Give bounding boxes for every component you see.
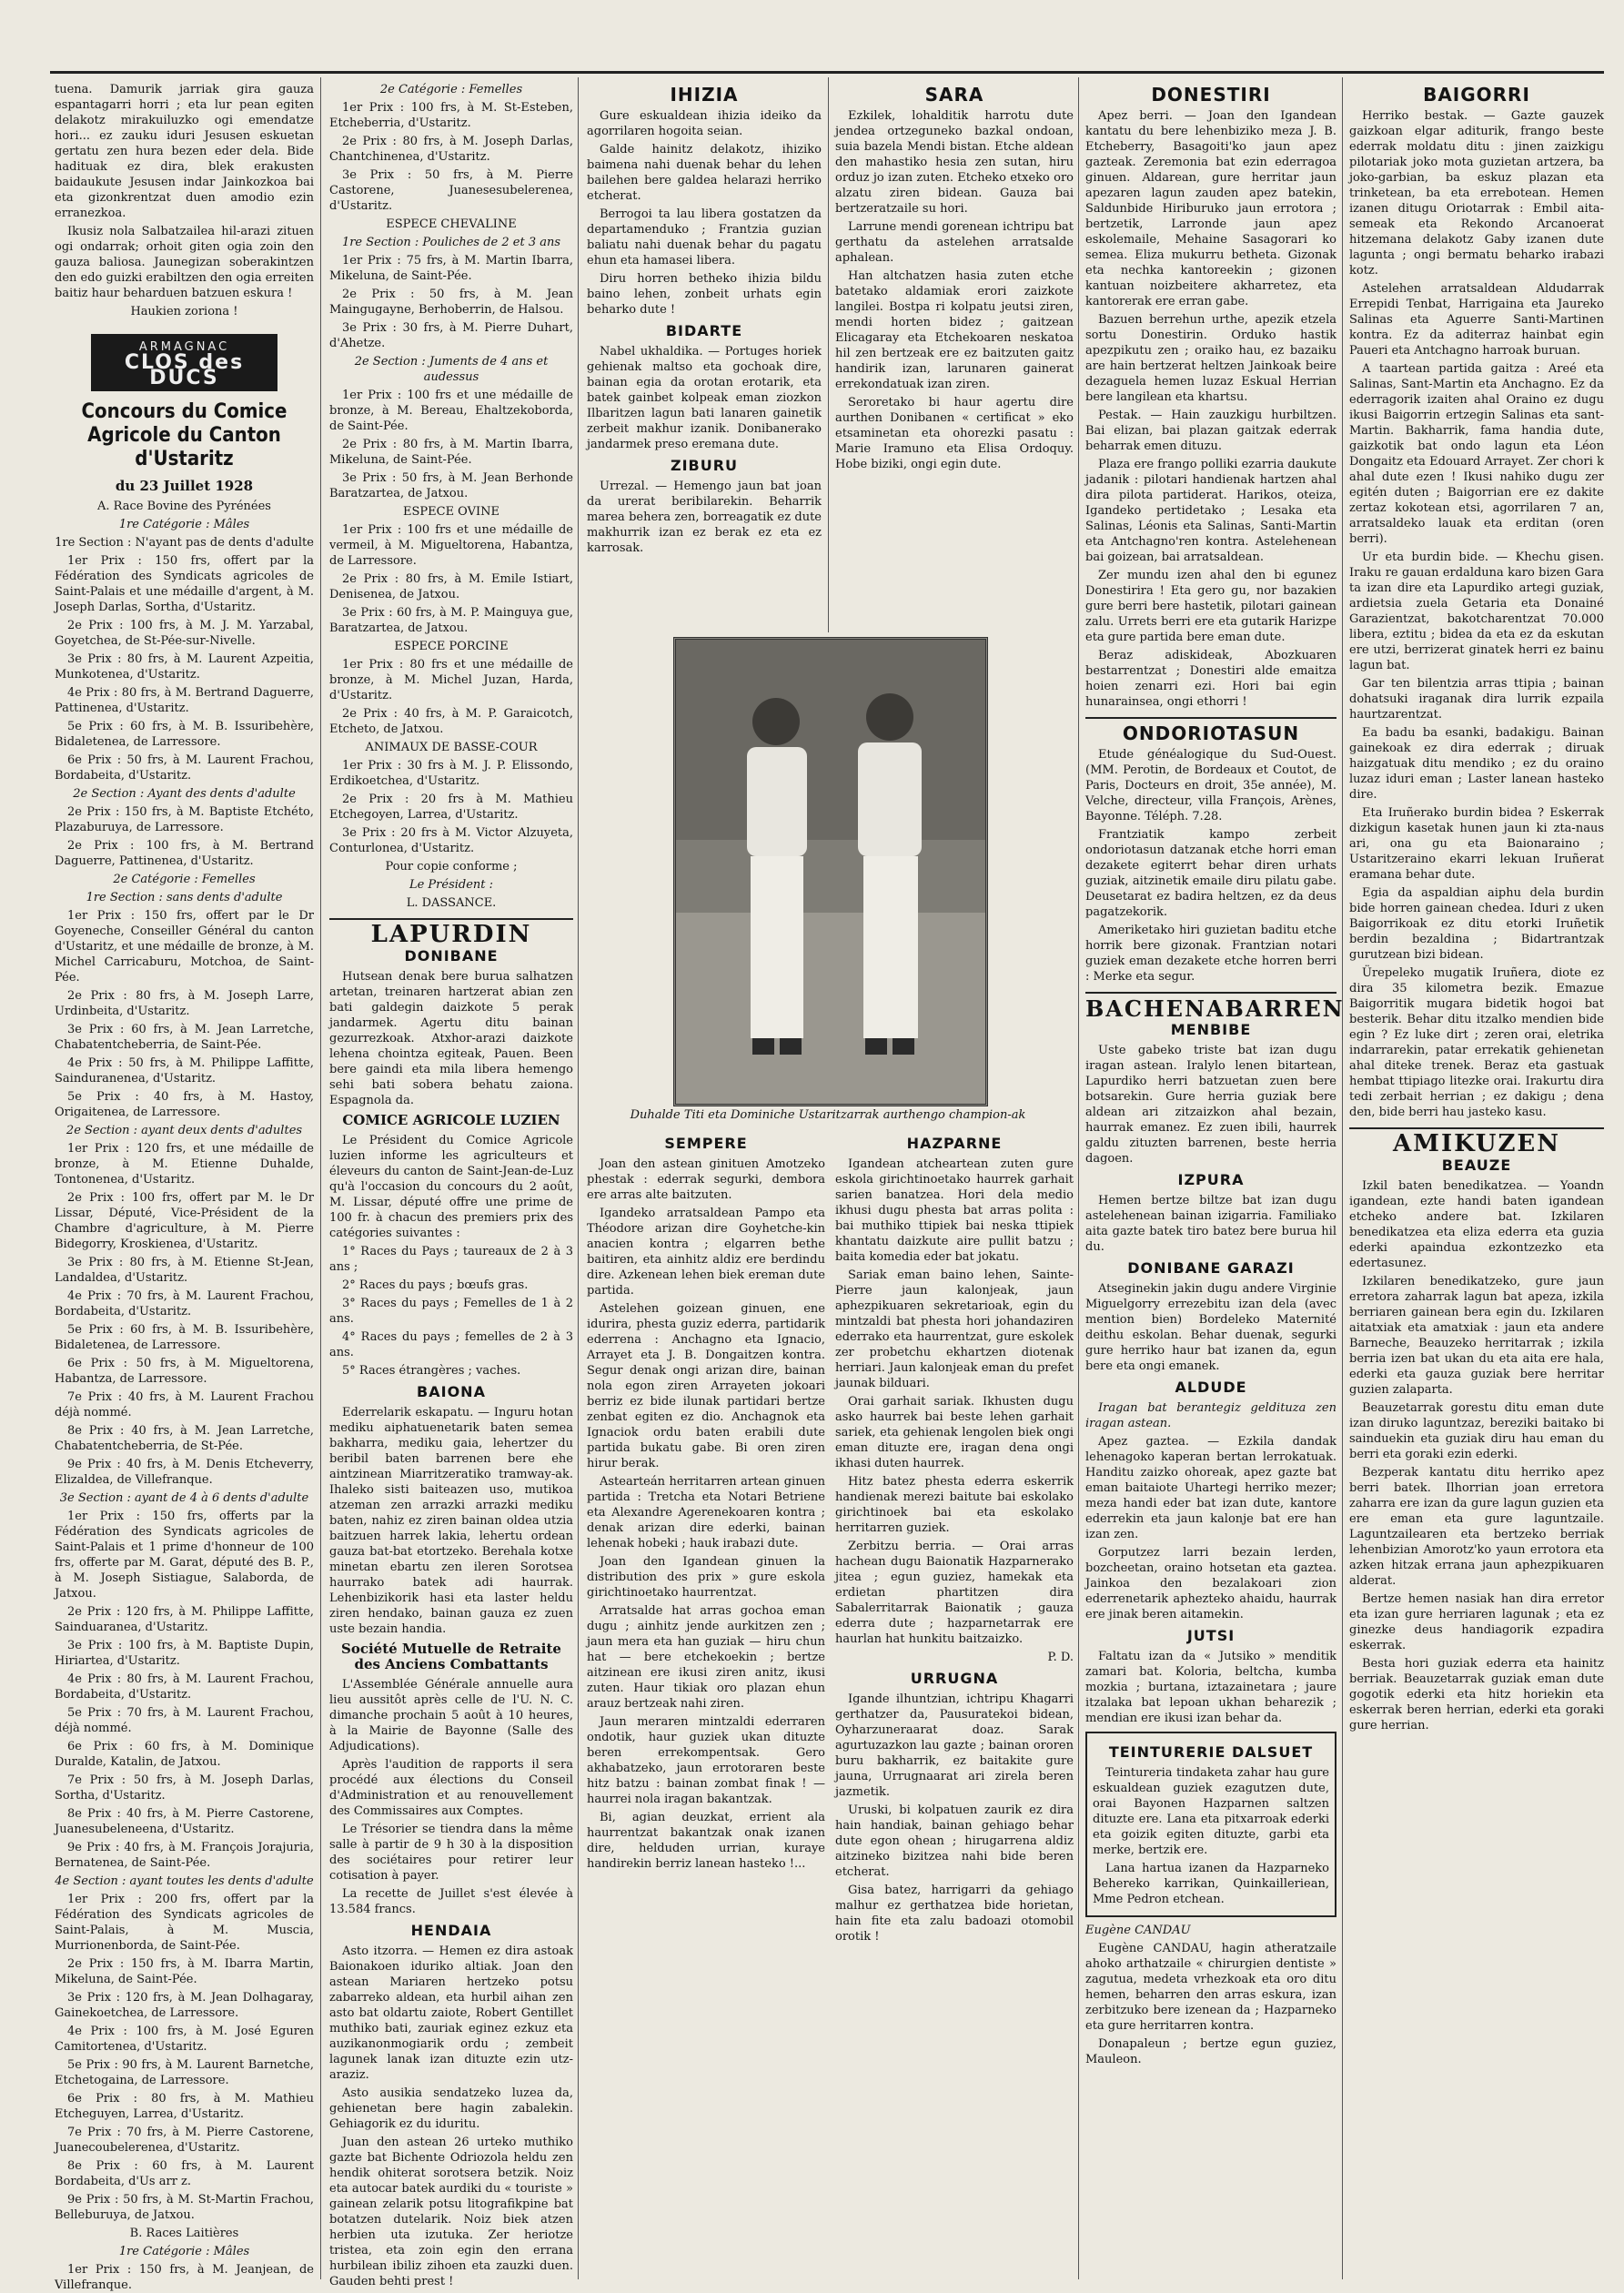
prize-entry: 5e Prix : 40 frs, à M. Hastoy, Origaitenea, de Larressore. [55,1090,314,1119]
article-text: Plaza ere frango polliki ezarria daukute jadanik : pilotari handienak hartzen ahal dira pilota partiderat. Harikos, oteiza, Igandeko pertidetako ; Lesaka eta Salinas, Léonis eta Salinas, Santi-Martin eta Antchagno'ren kontra. Astelehenean bai goizean, bai arratsaldean. [1085,458,1337,564]
section-title: ANIMAUX DE BASSE-COUR [365,741,538,754]
article-text: Izkilaren benedikatzeko, gure jaun erretora zaharrak lagun bat apeza, izkila berriaren gainean bera egin du. Izkilaren aitatxiak eta amatxiak : jaun eta andere Barneche, Beauzeko herritarrak ; izkila berria izen bat ukan du eta aita ere hala, ederki eta gauza guziak bere herritar guzien zalaparta. [1349,1275,1604,1397]
column-divider [1342,77,1343,2279]
article-text: Besta hori guziak ederra eta hainitz berriak. Beauzetarrak guziak eman dute gogotik ederki eta hitz horiekin eta eskerrak beren herrian, ederki eta goraki gure herrian. [1349,1657,1604,1732]
separator [329,918,573,920]
prize-entry: 4e Prix : 80 frs, à M. Laurent Frachou, Bordabeita, d'Ustaritz. [55,1672,314,1702]
town-heading: HENDAIA [410,1922,492,1939]
column-divider [578,77,579,2279]
article-text: Bezperak kantatu ditu herriko apez berri batek. Ilhorrian joan erretora zaharra ere izan da gure lagun guzien eta ere eman eta gure laguntzaile. Laguntzailearen eta bertzeko berriak lehenbizian Amorotz'ko yaun errotora eta azken hitzak errana jaun aphezpikuaren alderat. [1349,1466,1604,1588]
article-text: Apez berri. — Joan den Igandean kantatu du bere lehenbiziko meza J. B. Etcheberry, Basagoiti'ko jaun apez gazteak. Zeremonia bat ezin ederragoa ginuen. Aldarean, gure herritar jaun apezaren lagun zauden apez batekin, Saldunbide Hiriburuko jaun errotora ; bertzetik, Larronde jaun apez eskolemaile, Mehaine Sasagorari ko semea. Eliza mukurru betheta. Gizonak eta nechka kantoreekin ; gizonen kantuan noizbeitere akharretez, eta kantorerak ere erran gabe. [1085,109,1337,308]
ad-heading: TEINTURERIE DALSUET [1108,1743,1314,1761]
prize-entry: 1er Prix : 150 frs, offert par la Fédération des Syndicats agricoles de Saint-Palais et une médaille d'argent, à M. Joseph Darlas, Sortha, d'Ustaritz. [55,554,314,614]
article-text: Sariak eman baino lehen, Sainte-Pierre jaun kalonjeak, jaun aphezpikuaren sekretarioak, egin du mintzaldi bat phesta hori johandaziren ederrako eta haurrentzat, gure eskolek zer probetchu ekhartzen diotenak herriari. Jaun kalonjeak eman du prefet jaunak bilduari. [835,1268,1074,1390]
article-text: Igandeko arratsaldean Pampo eta Théodore arizan dire Goyhetche-kin anacien kontra ; elgarren bethe baitiren, eta ainhitz aldiz ere berdindu dire. Azkenean lehen biek ereman dute partida. [587,1207,825,1298]
region-heading: AMIKUZEN [1392,1130,1561,1157]
article-text: Larrune mendi gorenean ichtripu bat gerthatu da astelehen arratsalde aphalean. [835,220,1074,265]
section-title: 2e Section : Juments de 4 ans et audessus [354,355,549,384]
prize-entry: 5e Prix : 60 frs, à M. B. Issuribehère, Bidaletenea, de Larressore. [55,1323,314,1352]
ad-text: Donapaleun ; bertze egun guziez, Mauleon. [1085,2037,1337,2066]
prize-entry: 1er Prix : 150 frs, offert par le Dr Goyeneche, Conseiller Général du canton d'Ustaritz, et une médaille de bronze, à M. Michel Carricaburu, Motchoa, de Saint-Pée. [55,909,314,985]
prize-entry: 2e Prix : 120 frs, à M. Philippe Laffitte, Sainduaranea, d'Ustaritz. [55,1605,314,1634]
prize-entry: 9e Prix : 40 frs, à M. Denis Etcheverry, Elizaldea, de Villefranque. [55,1458,314,1487]
concours-title: Concours du Comice Agricole du Canton d'Ustaritz [81,400,287,470]
article-text: Uruski, bi kolpatuen zaurik ez dira hain handiak, bainan gehiago behar dute egon ohean ; hirugarrena aldiz aitzineko bizitzea nahi bide beren etcherat. [835,1803,1074,1879]
category-title: 2e Catégorie : Femelles [379,83,523,96]
article-text: Zer mundu izen ahal den bi egunez Donestirira ! Eta gero gu, nor bazakien gure berri bere hastetik, pilotari gainean zalu. Urrets berri ere eta gutarik Harizpe eta gure partida bere eman dute. [1085,569,1337,644]
prize-entry: 3e Prix : 30 frs, à M. Pierre Duhart, d'Ahetze. [329,321,573,350]
column-4-bottom [835,1130,1074,2268]
article-text: Astelehen goizean ginuen, ene idurira, phesta guziz ederra, partidarik ederrena : Anchagno eta Ignacio, Arrayet eta J. B. Dongaitzen kontra. Segur denak ongi arizan dire, bainan nola egon ziren Arrayeten jokoari berriz ez bide ilunak partidari bertze zenbat egiten ez dio. Anchagnok eta Ignaciok ordu baten erabili dute partida bukatu gabe. Bi oren ziren hirur berak. [587,1302,825,1470]
prize-entry: 1er Prix : 120 frs, et une médaille de bronze, à M. Etienne Duhalde, Tontonenea, d'Ustaritz. [55,1142,314,1187]
article-text: Le Président du Comice Agricole luzien informe les agriculteurs et éleveurs du canton de Saint-Jean-de-Luz qu'à l'occasion du concours du 2 août, M. Lissar, député offre une prime de 100 fr. à chacun des premiers prix des catégories suivantes : [329,1134,573,1240]
category-title: 2e Catégorie : Femelles [113,873,256,886]
article-text: Apez gaztea. — Ezkila dandak lehenagoko kaperan bertan lerrokatuak. Handitu zaizko ohoreak, apez gazte bat eman baitaiote Uhartegi herriko mezer; meza handi eder bat izan dute, kantore ederrekin eta jaun kalonje bat ere han izan zen. [1085,1435,1337,1541]
prize-entry: 2e Prix : 80 frs, à M. Joseph Larre, Urdinbeita, d'Ustaritz. [55,989,314,1018]
section-title: 2e Section : ayant deux dents d'adultes [66,1124,303,1137]
prize-entry: 2e Prix : 100 frs, à M. Bertrand Daguerre, Pattinenea, d'Ustaritz. [55,839,314,868]
advertisement-armagnac [91,334,277,391]
article-text: L'Assemblée Générale annuelle aura lieu aussitôt après celle de l'U. N. C. dimanche prochain 5 août à 10 heures, à la Mairie de Bayonne (Salle des Adjudications). [329,1678,573,1753]
town-heading: BIDARTE [665,322,743,339]
prize-entry: 2e Prix : 40 frs, à M. P. Garaicotch, Etcheto, de Jatxou. [329,707,573,736]
category-title: 1re Catégorie : Mâles [118,2245,250,2258]
prize-entry: 2e Prix : 80 frs, à M. Joseph Darlas, Chantchinenea, d'Ustaritz. [329,135,573,164]
article-text: Iragan bat berantegiz geldituza zen iragan astean. [1085,1401,1337,1430]
article-text: Bi, agian deuzkat, errient ala haurrentzat bakantzak onak izanen dire, helduden urrian, kuraye handirekin berriz lanean hasteko !... [587,1811,825,1871]
article-text: Igande ilhuntzian, ichtripu Khagarri gerthatzer da, Pausuratekoi bidean, Oyharzuneraarat doaz. Sarak agurtuzazkon lau gazte ; bainan ororen buru bakharrik, ez baitakite gure jauna, Urrugnaarat ari zirela beren jazmetik. [835,1692,1074,1799]
article-text: Eta Iruñerako burdin bidea ? Eskerrak dizkigun kasetak hunen jaun ki zta-naus ari, ona gu eta Baionaraino ; Ustaritzeraino ekarri lekuan Iruñerat eramana behar dute. [1349,806,1604,882]
prize-entry: 8e Prix : 40 frs, à M. Jean Larretche, Chabatentcheberria, de St-Pée. [55,1424,314,1453]
town-heading: ZIBURU [670,457,739,474]
ad-text: Eugène CANDAU, hagin atheratzaile ahoko arthatzaile « chirurgien dentiste » zagutua, medeta vrhezkoak eta oro ditu hemen, beharren den arras eskura, izan zerbitzuko bere izenean da ; Hazparneko eta gure herritarren kontra. [1085,1942,1337,2033]
town-heading: SEMPERE [664,1135,748,1152]
section-title: 1re Section : Pouliches de 2 et 3 ans [341,236,561,249]
separator [1085,992,1337,994]
prize-entry: 1er Prix : 80 frs et une médaille de bronze, à M. Michel Juzan, Harda, d'Ustaritz. [329,658,573,702]
ad-name: Eugène CANDAU [1085,1924,1191,1937]
section-title: ESPECE CHEVALINE [386,217,517,231]
town-heading: ALDUDE [1175,1379,1247,1396]
article-text: Ürepeleko mugatik Iruñera, diote ez dira 35 kilometra bezik. Emazue Baigorritik mugara bidetik hogoi bat besterik. Behar ditu itzalko mendien bide egin ? Ez luke dirt ; zeren orai, eletrika indarrarekin, patar errekatik gehienetan ahal diteke trenek. Beraz eta gastuak hembat ttipiago litezke orai. Irakurtu dira tedi zerbait herrian ; ez dakigu ; dena den, bide berri hau jasteko kasu. [1349,966,1604,1119]
separator [1085,717,1337,719]
column-divider [1078,77,1079,2279]
article-text: Arratsalde hat arras gochoa eman dugu ; ainhitz jende aurkitzen zen ; jaun mera eta han guziak — hiru chun hat — bere etchekoekin ; bertze aitzinean ere ikusi ziren anitz, ikusi zuten. Haur tikiak oro plazan ehun arauz bertzeak nahi ziren. [587,1604,825,1711]
prize-entry: 2e Prix : 150 frs, à M. Baptiste Etchéto, Plazaburuya, de Larressore. [55,805,314,834]
article-text: Diru horren betheko ihizia bildu baino lehen, zonbeit urhats egin beharko dute ! [587,272,822,317]
prize-entry: 6e Prix : 50 frs, à M. Migueltorena, Habantza, de Larressore. [55,1357,314,1386]
article-text: Urrezal. — Hemengo jaun bat joan da urerat beribilarekin. Beharrik marea behera zen, borreagatik ez dute makhurrik izan ez berak ez eta ez karrosak. [587,480,822,555]
list-item: 5° Races étrangères ; vaches. [342,1364,521,1378]
prize-entry: 3e Prix : 80 frs, à M. Laurent Azpeitia, Munkotenea, d'Ustaritz. [55,652,314,682]
category-title: 1re Catégorie : Mâles [118,518,250,531]
ad-line: ARMAGNAC [138,340,230,354]
article-text: Herriko bestak. — Gazte gauzek gaizkoan elgar aditurik, frango beste ederrak moldatu ditu : jinen zaizkigu pilotariak joko mota guzietan artzera, ba joko-garbian, ba eskuz plazan eta trinketean, ba eta errebotean. Hemen izanen ditugu Oriotarrak : Embil aita-semeak eta Rekondo Arcanoerat hitzemana delakotz Gaby izanen dute lagunta ; ongi bermatu beharko irabazi kotz. [1349,109,1604,278]
prize-entry: 2e Prix : 80 frs, à M. Martin Ibarra, Mikeluna, de Saint-Pée. [329,438,573,467]
article-text: Juan den astean 26 urteko muthiko gazte bat Bichente Odriozola heldu zen hendik ohiterat sorotsera betzik. Noiz eta autocar batek aurdiki du « touriste » gainean zelarik potsu litografikpine bat botatzen dutelarik. Noiz biek atzen herbien uta izutuka. Zer heriotze tristea, eta zoin egin den errana hurbilean ibiliz zihoen eta zauzki duen. Gauden behti prest ! [329,2136,573,2288]
article-text: Joan den Igandean ginuen la distribution des prix » gure eskola girichtinoetako haurrentzat. [587,1555,825,1600]
prize-entry: 2e Prix : 80 frs, à M. Emile Istiart, Denisenea, de Jatxou. [329,572,573,601]
column-4-top [835,82,1074,628]
prize-entry: 6e Prix : 80 frs, à M. Mathieu Etcheguyen, Larrea, d'Ustaritz. [55,2092,314,2121]
concours-date: du 23 Juillet 1928 [115,478,254,494]
prize-entry: 1er Prix : 100 frs, à M. St-Esteben, Etcheberria, d'Ustaritz. [329,101,573,130]
prize-entry: 2e Prix : 100 frs, offert par M. le Dr Lissar, Député, Vice-Président de la Chambre d'agriculture, à M. Pierre Bidegorry, Kroskienea, d'Ustaritz. [55,1191,314,1251]
article-text: Orai garhait sariak. Ikhusten dugu asko haurrek bai beste lehen garhait sariek, eta gehienak lengolen biek ongi eman dituzte ere, iragan dena ongi ikhasi duten haurrek. [835,1395,1074,1470]
prize-entry: 7e Prix : 50 frs, à M. Joseph Darlas, Sortha, d'Ustaritz. [55,1773,314,1803]
prize-entry: 4e Prix : 50 frs, à M. Philippe Laffitte, Sainduranenea, d'Ustaritz. [55,1056,314,1086]
article-text: Han altchatzen hasia zuten etche batetako aldamiak erori zaizkote langilei. Bostpa ri kolpatu jeutsi ziren, mendi horten bidez ; gaitzean Elicagaray eta Etchekoaren neskatoa hil zen bertzeak ere ez baitzuten gaitz handirik izan, larunaren gainerat errekondatuak izan ziren. [835,269,1074,391]
column-divider [320,77,321,2279]
article-text: Uste gabeko triste bat izan dugu iragan astean. Iralylo lenen bitartean, Lapurdiko herri batzuetan zuen bere botsarekin. Gure herria guziak bere aldean ari zitzaizkon ahal bezain, haurrak emanez. Ez zuen ibili, haurrek galdu zituzten barrenen, beste herria dagoen. [1085,1044,1337,1166]
paragraph: Ikusiz nola Salbatzailea hil-arazi zituen ogi ondarrak; orhoit giten ogia zoin den gauza baliosa. Jaunegizan soberakintzen den edo guizki erabiltzen den ogia erreiten baitiz haur beharduen batzuen eskura ! [55,225,314,300]
article-text: Beauzetarrak gorestu ditu eman dute izan diruko laguntzaz, bereziki baitako bi sainduekin eta guziak diru hau eman du berri eta goraki ezin ederki. [1349,1401,1604,1461]
town-heading: DONIBANE GARAZI [1127,1259,1295,1277]
list-item: 2° Races du pays ; bœufs gras. [342,1278,529,1292]
article-heading: ONDORIOTASUN [1122,722,1300,744]
prize-entry: 1er Prix : 200 frs, offert par la Fédération des Syndicats agricoles de Saint-Palais, à M. Muscia, Murrionenborda, de Saint-Pée. [55,1893,314,1953]
town-heading: JUTSI [1186,1627,1236,1644]
prize-entry: 6e Prix : 60 frs, à M. Dominique Duralde, Katalin, de Jatxou. [55,1740,314,1769]
prize-entry: 2e Prix : 50 frs, à M. Jean Maingugayne, Berhoberrin, de Halsou. [329,288,573,317]
prize-entry: 4e Prix : 100 frs, à M. José Eguren Camitortenea, d'Ustaritz. [55,2025,314,2054]
prize-entry: 3e Prix : 50 frs, à M. Pierre Castorene, Juanesesubelerenea, d'Ustaritz. [329,168,573,213]
list-item: 3° Races du pays ; Femelles de 1 à 2 ans. [329,1297,573,1326]
article-text: Gar ten bilentzia arras ttipia ; bainan dohatsuki iraganak dira lurrik ezpaila haurtzarentzat. [1349,677,1604,722]
author-initials: P. D. [1047,1651,1074,1664]
article-text: Bertze hemen nasiak han dira erretor eta izan gure herriaren lagunak ; eta ez ginezke deus handiagorik ezpadira eskerrak. [1349,1592,1604,1652]
column-1 [55,82,314,2292]
prize-entry: 8e Prix : 40 frs, à M. Pierre Castorene, Juanesubeleneena, d'Ustaritz. [55,1807,314,1836]
town-heading: SARA [924,84,984,106]
prize-entry: 4e Prix : 80 frs, à M. Bertrand Daguerre, Pattinenea, d'Ustaritz. [55,686,314,715]
article-text: Astelehen arratsaldean Aldudarrak Errepidi Tenbat, Harrigaina eta Jaureko Salinas eta Aguerre Santi-Martinen kontra. Ez da aditerraz hainbat egin Paueri eta Antchagno harroak buruan. [1349,282,1604,358]
article-text: Faltatu izan da « Jutsiko » menditik zamari bat. Koloria, beltcha, kumba mozkia ; burtana, iztazainetara ; jaure itzalaka bat lepoan ukhan beharezik ; mendian ere ikusi izan behar da. [1085,1650,1337,1725]
town-heading: IZPURA [1177,1171,1245,1188]
article-text: Le Trésorier se tiendra dans la même salle à partir de 9 h 30 à la disposition des sociétaires pour retirer leur cotisation à payer. [329,1823,573,1883]
prize-entry: 8e Prix : 60 frs, à M. Laurent Bordabeita, d'Us arr z. [55,2159,314,2188]
ad-text: Lana hartua izanen da Hazparneko Behereko karrikan, Quinkailleriean, Mme Pedron etchean. [1093,1862,1329,1906]
column-3-top [587,82,822,628]
signature-line: Le Président : [409,878,494,892]
article-text: Hitz batez phesta ederra eskerrik handienak merezi baitute bai eskolako girichtinoek bai eta eskolako herritarren guziek. [835,1475,1074,1535]
section-title: 1re Section : sans dents d'adulte [86,891,283,904]
prize-entry: 3e Prix : 20 frs à M. Victor Alzuyeta, Conturlonea, d'Ustaritz. [329,826,573,855]
article-text: Nabel ukhaldika. — Portuges horiek gehienak maltso eta gochoak dire, bainan egia da orotan erotarik, eta batek gainbet kolpeak eman ziozkon Ilbaritzen lagun bati lanaren gainetik zerbeit makhur izanik. Donibanerako jandarmek preso eremana dute. [587,345,822,451]
prize-entry: 6e Prix : 50 frs, à M. Laurent Frachou, Bordabeita, d'Ustaritz. [55,753,314,783]
article-text: Ea badu ba esanki, badakigu. Bainan gainekoak ez dira ederrak ; diruak haizgatuak ditu mendiko ; ez du oraino luzaz iduri eman ; Laster lanean hasteko dire. [1349,726,1604,802]
article-text: Beraz adiskideak, Abozkuaren bestarrentzat ; Donestiri alde emaitza hoien zenarri ezi. Hori bai egin hunarainsea, ongi ethorri ! [1085,649,1337,709]
prize-entry: 3e Prix : 60 frs, à M. Jean Larretche, Chabatentcheberria, de Saint-Pée. [55,1023,314,1052]
article-text: Gisa batez, harrigarri da gehiago malhur ez gerthatzea bide horietan, hain fite eta zalu badoazi otomobil orotik ! [835,1884,1074,1944]
prize-entry: 5e Prix : 70 frs, à M. Laurent Frachou, déjà nommé. [55,1706,314,1735]
prize-entry: 2e Prix : 20 frs à M. Mathieu Etchegoyen, Larrea, d'Ustaritz. [329,793,573,822]
article-text: Ur eta burdin bide. — Khechu gisen. Iraku re gauan erdalduna karo bizen Gara ta izan dire eta Lapurdiko artegi guziak, ardietsia zuela Getaria eta Donainé Garazientzat, bakotcharentzat 70.000 libera, eztitu ; bidea da eta ez da eskutan ere utzi, berrizerat ginatek herri ez bainu lagun bat. [1349,551,1604,672]
article-text: Zerbitzu berria. — Orai arras hachean dugu Baionatik Hazparnerako jitea ; egun guziez, hamekak eta erdietan phartitzen dira Sabalerritarrak Baionatik ; gauza ederra dute ; hazparnetarrak ere haurlan hat hunkitu baitzaizko. [835,1540,1074,1646]
article-text: Igandean atcheartean zuten gure eskola girichtinoetako haurrek garhait sarien banatzea. Hori dela medio ikhusi dugu phesta bat arras polita : bai muthiko ttipiek bai neska ttipiek khantatu daizkute aire pullit batzu ; baita komedia eder bat jokatu. [835,1157,1074,1264]
article-text: La recette de Juillet s'est élevée à 13.584 francs. [329,1887,573,1916]
town-heading: DONESTIRI [1151,84,1271,106]
article-text: Izkil baten benedikatzea. — Yoandn igandean, ezte handi baten igandean etcheko andere bat. Izkilaren benedikatzea eta eliza ederra eta guzia ederki apaindua ezkontzezko eta edertasunez. [1349,1179,1604,1270]
photo-illustration [676,640,985,1104]
prize-entry: 5e Prix : 60 frs, à M. B. Issuribehère, Bidaletenea, de Larressore. [55,720,314,749]
article-text: Frantziatik kampo zerbeit ondoriotasun datzanak etche horri eman dezakete egiterrt behar diren urhats guziak, aitzinetik emaile diru pilatu gabe. Deusetarat ez badira heltzen, ez da deus pagatzekorik. [1085,828,1337,919]
prize-entry: 1er Prix : 30 frs à M. J. P. Elissondo, Erdikoetchea, d'Ustaritz. [329,759,573,788]
photo-caption: Duhalde Titi eta Dominiche Ustaritzarrak aurthengo champion-ak [630,1108,1026,1122]
section-title: 2e Section : Ayant des dents d'adulte [73,787,296,801]
article-heading: COMICE AGRICOLE LUZIEN [342,1112,560,1128]
prize-entry: 4e Prix : 70 frs, à M. Laurent Frachou, Bordabeita, d'Ustaritz. [55,1289,314,1318]
paragraph: tuena. Damurik jarriak gira gauza espantagarri horri ; eta lur pean egiten delakotz mirakuiluzko ogi emendatze hori... ez zauku iduri Jesusen eskuetan gertatu zen hura bezen eder dela. Bide hadituak ez dira, blek erakusten baidaukute Jesusen indar Jainkozkoa bai eta gizonkrentzat duen amodio ezin erranezkoa. [55,83,314,220]
article-text: Etude généalogique du Sud-Ouest. (MM. Perotin, de Bordeaux et Coutot, de Paris, Docteurs en droit, 35e année), M. Velche, directeur, villa François, Arènes, Bayonne. Téléph. 7.28. [1085,748,1337,823]
article-text: Galde hainitz delakotz, ihiziko baimena nahi duenak behar du lehen bailehen bere galdea helarazi herriko etcherat. [587,143,822,203]
top-rule [50,71,1604,74]
column-3-bottom [587,1130,825,2268]
teinturerie-ad [1085,1732,1337,1917]
prize-entry: 3e Prix : 50 frs, à M. Jean Berhonde Baratzartea, de Jatxou. [329,471,573,500]
article-text: Pestak. — Hain zauzkigu hurbiltzen. Bai elizan, bai plazan gaitzak ederrak beharrak emen dituzu. [1085,409,1337,453]
article-heading: IHIZIA [670,84,739,106]
town-heading: BAIGORRI [1423,84,1530,106]
region-heading: LAPURDIN [370,921,532,948]
article-text: Gure eskualdean ihizia ideiko da agorrilaren hogoita seian. [587,109,822,138]
list-item: 4° Races du pays ; femelles de 2 à 3 ans. [329,1330,573,1359]
article-text: Asto itzorra. — Hemen ez dira astoak Baionakoen iduriko altiak. Joan den astean Mariaren hertzeko potsu zabarreko aldean, eta hurbil aihan zen asto bat oldartu zaiote, Robert Gentillet muthiko bati, zauriak eginez ezkuz eta auzikanonmogiarik ordu ; zembeit lagunek lanak izan dituzte ezin utz-araziz. [329,1945,573,2082]
article-text: Gorputzez larri bezain lerden, bozcheetan, oraino hotsetan eta gaztea. Jainkoa den bezalakoari zion ederrenetarik aphezteko ahaidu, haurrak ere jinak beren aitamekin. [1085,1546,1337,1621]
article-text: Berrogoi ta lau libera gostatzen da departamenduko ; Frantzia guzian baliatu nahi duenak behar du pagatu ehun eta hamasei libera. [587,207,822,268]
paragraph: Haukien zoriona ! [130,305,238,318]
article-text: Jaun meraren mintzaldi ederraren ondotik, haur guziek ukan dituzte beren errekompentsak. Gero akhabatzeko, jaun errotoraren beste hitz batzu : bainan zombat finak ! — haurrei nola iragan bakantzak. [587,1715,825,1806]
prize-entry: 1er Prix : 150 frs, à M. Jeanjean, de Villefranque. [55,2263,314,2292]
section-title: B. Races Laitières [129,2227,239,2240]
article-text: Astearteán herritarren artean ginuen partida : Tretcha eta Notari Betriene eta Alexandre Agerenekoaren kontra ; denak arizan dire ederki, bainan lehenak hobeki ; hauk irabazi dute. [587,1475,825,1551]
town-heading: HAZPARNE [906,1135,1003,1152]
prize-entry: 3e Prix : 100 frs, à M. Baptiste Dupin, Hiriartea, d'Ustaritz. [55,1639,314,1668]
section-title: 1re Section : N'ayant pas de dents d'adulte [55,536,314,550]
prize-entry: 5e Prix : 90 frs, à M. Laurent Barnetche, Etchetogaina, de Larressore. [55,2058,314,2087]
town-heading: DONIBANE [404,947,499,965]
article-text: Asto ausikia sendatzeko luzea da, gehienetan bere hagin zabalekin. Gehiagorik ez du iduritu. [329,2086,573,2131]
article-text: Ederrelarik eskapatu. — Inguru hotan mediku aiphatuenetarik baten semea bakharra, mediku gaia, lehertzer du beribil baten barrenen bere ehe aintzinean Miarritzeratiko tramway-ak. Ihaleko sisti baiteazen uso, mutikoa atzeman zen arrazki arrazki mediku baten, nahiz ez ziren bainan oldea utzia baitzuen harrek lakia, lehertu ordean gauza bat-bat etortzeko. Berehala kotxe minetan ebartu zen ileren Sorotsea haurrako batek adi haurrak. Lehenbizikorik hasi eta laster heldu ziren hendako, bainan gauza ez zuen uste bezain handia. [329,1406,573,1636]
town-heading: BAIONA [417,1383,486,1400]
prize-entry: 9e Prix : 50 frs, à M. St-Martin Frachou, Belleburuya, de Jatxou. [55,2193,314,2222]
prize-entry: 1er Prix : 100 frs et une médaille de bronze, à M. Bereau, Ehaltzekoborda, de Saint-Pée. [329,389,573,433]
article-text: A taartean partida gaitza : Areé eta Salinas, Sant-Martin eta Anchagno. Ez da ederragorik izaiten ahal Oraino ez dugu ikusi Baigorrin ertzegin Salinas eta sant-Martin. Bakharrik, fama handia dute, gaizkotik bat ondo lagun eta Léon Dongaitz eta Edouard Arrayet. Zer chori k ahal dute ezen ! Ikusi nahiko dugu zer egitén duten ; Baigorrian ere ez dakite zertaz kokotean etsi, agorrilaren 7 an, arratsaldeko lauak eta erditan (oren berri). [1349,362,1604,546]
prize-entry: 1er Prix : 100 frs et une médaille de vermeil, à M. Migueltorena, Habantza, de Larressore. [329,523,573,568]
column-2 [329,82,573,2288]
column-6 [1349,82,1604,2266]
prize-entry: 3e Prix : 60 frs, à M. P. Mainguya gue, Baratzartea, de Jatxou. [329,606,573,635]
section-title: ESPECE PORCINE [394,640,509,653]
separator [1349,1127,1604,1129]
prize-entry: 2e Prix : 100 frs, à M. J. M. Yarzabal, Goyetchea, de St-Pée-sur-Nivelle. [55,619,314,648]
prize-entry: 3e Prix : 80 frs, à M. Etienne St-Jean, Landaldea, d'Ustaritz. [55,1256,314,1285]
ad-brand: CLOS des DUCS [124,351,245,389]
article-text: Hemen bertze biltze bat izan dugu astelehenean bainan izigarria. Familiako aita gazte batek tiro batez bere burua hil du. [1085,1194,1337,1254]
section-title: ESPECE OVINE [402,505,500,519]
column-divider [828,77,829,632]
region-heading: BACHENABARREN [1085,995,1345,1022]
section-title: 3e Section : ayant de 4 à 6 dents d'adulte [59,1491,309,1505]
list-item: 1° Races du Pays ; taureaux de 2 à 3 ans ; [329,1245,573,1274]
article-text: Joan den astean ginituen Amotzeko phestak : ederrak segurki, dembora ere arras alte baitzuten. [587,1157,825,1202]
prize-entry: 9e Prix : 40 frs, à M. François Jorajuria, Bernatenea, de Saint-Pée. [55,1841,314,1870]
column-5 [1085,82,1345,2266]
article-text: Après l'audition de rapports il sera procédé aux élections du Conseil d'Administration et au renouvellement des Commissaires aux Comptes. [329,1758,573,1818]
town-heading: URRUGNA [910,1670,999,1687]
signature-line: Pour copie conforme ; [385,860,518,874]
article-text: Ezkilek, lohalditik harrotu dute jendea ortzeguneko bazkal ondoan, suia bazela Mendi bistan. Etche aldean den mahastiko hesia zen sutan, hiru orduz jo izan zuten. Etcheko etxeko oro alzatu ziren bidean. Gauza bai bertzeratzaile su hori. [835,109,1074,216]
town-heading: BEAUZE [1441,1157,1512,1174]
article-heading: Société Mutuelle de Retraite des Anciens Combattants [341,1641,561,1672]
town-heading: MENBIBE [1170,1021,1252,1038]
champions-photo [673,637,988,1106]
prize-entry: 3e Prix : 120 frs, à M. Jean Dolhagaray, Gainekoetchea, de Larressore. [55,1991,314,2020]
prize-entry: 2e Prix : 150 frs, à M. Ibarra Martin, Mikeluna, de Saint-Pée. [55,1957,314,1986]
article-text: Seroretako bi haur agertu dire aurthen Donibanen « certificat » eko etsaminetan eta ohorezki pasatu : Marie Iramuno eta Elisa Ordoquy. Hobe biziki, ongi egin dute. [835,396,1074,471]
ad-text: Teintureria tindaketa zahar hau gure eskualdean guziek ezagutzen dute, orai Bayonen Hazparnen saltzen dituzte ere. Lana eta pitxarroak ederki eta goizik egiten dituzte, garbi eta merke, bertzik ere. [1093,1766,1329,1857]
prize-entry: 1er Prix : 150 frs, offerts par la Fédération des Syndicats agricoles de Saint-Palais et 1 prime d'honneur de 100 frs, offerte par M. Garat, député des B. P., à M. Joseph Sistiague, Salaborda, de Jatxou. [55,1510,314,1601]
article-text: Atseginekin jakin dugu andere Virginie Miguelgorry errezebitu izan dela (avec mention bien) Bordeleko Maternité deithu eskolan. Behar duenak, segurki gure herriko haur bat izanen da, egun bere eta ongi emanek. [1085,1282,1337,1373]
signature-name: L. DASSANCE. [406,896,497,910]
article-text: Bazuen berrehun urthe, apezik etzela sortu Donestirin. Orduko hastik apezpikutu zen ; oraiko hau, ez bazaiku are hain bertzerat heltzen Jainkoak beire dezaguela hemen luzaz Eskual Herrian bere langilean eta khartsu. [1085,313,1337,404]
prize-entry: 1er Prix : 75 frs, à M. Martin Ibarra, Mikeluna, de Saint-Pée. [329,254,573,283]
prize-entry: 7e Prix : 40 frs, à M. Laurent Frachou déjà nommé. [55,1390,314,1419]
section-title: 4e Section : ayant toutes les dents d'adulte [55,1874,314,1888]
article-text: Ameriketako hiri guzietan baditu etche horrik bere gizonak. Frantzian notari guziek eman dezakete etche horren berri : Merke eta segur. [1085,924,1337,984]
section-title: A. Race Bovine des Pyrénées [97,500,271,513]
prize-entry: 7e Prix : 70 frs, à M. Pierre Castorene, Juanecoubelerenea, d'Ustaritz. [55,2126,314,2155]
article-text: Hutsean denak bere burua salhatzen artetan, treinaren hartzerat abian zen bati galdegin daizkote 5 perak jandarmek. Agertu ditu bainan gezurrezkoak. Atxhor-arazi daizkote lehena chointza egiteak, Pauen. Been bere gaindi eta mila libera hemengo sehi bati sobera behatu zaiona. Espagnola da. [329,970,573,1107]
article-text: Egia da aspaldian aiphu dela burdin bide horren gainean chedea. Iduri z uken Baigorrikoak ez ditu etorki Iruñetik berdin bezaldina ; Bidartrantzak gurutzean bizi bidean. [1349,886,1604,962]
